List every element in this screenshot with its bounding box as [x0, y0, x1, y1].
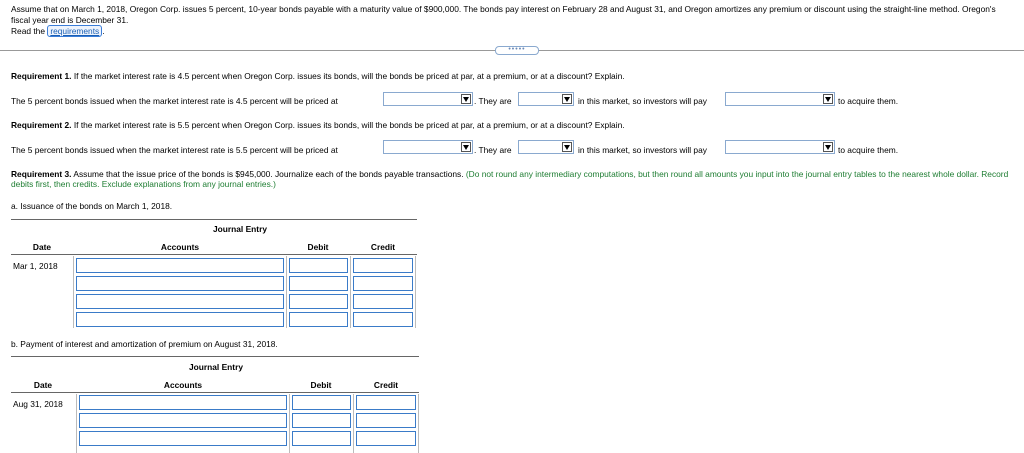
part-b-account-input[interactable]	[79, 431, 287, 446]
req1-in-market: in this market, so investors will pay	[578, 96, 707, 106]
part-b-credit-input[interactable]	[356, 431, 416, 446]
part-a-account-input[interactable]	[76, 258, 284, 273]
req3-instructions: Requirement 3. Assume that the issue price of the bonds is $945,000. Journalize each of the bonds payable transactions. (Do not round any intermediary computations, but then round all amounts you input into the journal entry tables to the nearest whole dollar. Record debits first, then credits. Exclude explanations from any journal entries.)	[11, 169, 1009, 189]
part-b-table-title: Journal Entry	[189, 362, 243, 372]
req2-to-acquire: to acquire them.	[838, 145, 899, 155]
part-a-col-date: Date	[32, 242, 52, 252]
part-b-account-input[interactable]	[79, 413, 287, 428]
chevron-down-icon	[461, 142, 471, 152]
chevron-down-icon	[562, 142, 572, 152]
req2-sentence: The 5 percent bonds issued when the market interest rate is 5.5 percent will be priced at	[11, 145, 338, 155]
part-a-credit-input[interactable]	[353, 294, 413, 309]
part-a-col-accounts: Accounts	[160, 242, 200, 252]
req1-sentence: The 5 percent bonds issued when the market interest rate is 4.5 percent will be priced at	[11, 96, 338, 106]
part-b-debit-input[interactable]	[292, 395, 351, 410]
part-a-col-credit: Credit	[370, 242, 396, 252]
part-a-account-input[interactable]	[76, 312, 284, 327]
part-a-account-input[interactable]	[76, 276, 284, 291]
part-a-credit-input[interactable]	[353, 258, 413, 273]
part-a-account-input[interactable]	[76, 294, 284, 309]
part-a-credit-input[interactable]	[353, 312, 413, 327]
part-b-col-date: Date	[33, 380, 53, 390]
req2-rate-dropdown[interactable]	[518, 140, 574, 154]
part-a-debit-input[interactable]	[289, 276, 348, 291]
part-b-debit-input[interactable]	[292, 431, 351, 446]
req2-pay-dropdown[interactable]	[725, 140, 835, 154]
req1-pay-dropdown[interactable]	[725, 92, 835, 106]
problem-intro: Assume that on March 1, 2018, Oregon Corp. issues 5 percent, 10-year bonds payable with a maturity value of $900,000. The bonds pay interest on February 28 and August 31, and Oregon amortizes any premium or discount using the straight-line method. Oregon's fiscal year end is December 31. Read the requirements .	[11, 4, 996, 36]
part-a-credit-input[interactable]	[353, 276, 413, 291]
part-b-credit-input[interactable]	[356, 413, 416, 428]
part-a-col-debit: Debit	[307, 242, 329, 252]
req1-to-acquire: to acquire them.	[838, 96, 899, 106]
part-b-label: b. Payment of interest and amortization of premium on August 31, 2018.	[11, 339, 278, 349]
req1-question: Requirement 1. If the market interest rate is 4.5 percent when Oregon Corp. issues its bonds, will the bonds be priced at par, at a premium, or at a discount? Explain.	[11, 71, 625, 81]
chevron-down-icon	[461, 94, 471, 104]
req1-price-dropdown[interactable]	[383, 92, 473, 106]
req2-they-are: . They are	[474, 145, 512, 155]
part-a-debit-input[interactable]	[289, 294, 348, 309]
req2-in-market: in this market, so investors will pay	[578, 145, 707, 155]
chevron-down-icon	[823, 94, 833, 104]
part-b-col-credit: Credit	[373, 380, 399, 390]
part-a-debit-input[interactable]	[289, 258, 348, 273]
req2-price-dropdown[interactable]	[383, 140, 473, 154]
chevron-down-icon	[562, 94, 572, 104]
req1-rate-dropdown[interactable]	[518, 92, 574, 106]
req1-they-are: . They are	[474, 96, 512, 106]
part-b-col-accounts: Accounts	[163, 380, 203, 390]
part-b-col-debit: Debit	[310, 380, 332, 390]
req2-question: Requirement 2. If the market interest rate is 5.5 percent when Oregon Corp. issues its bonds, will the bonds be priced at par, at a premium, or at a discount? Explain.	[11, 120, 625, 130]
part-a-label: a. Issuance of the bonds on March 1, 2018.	[11, 201, 173, 211]
expand-handle[interactable]: •••••	[495, 46, 539, 55]
part-b-credit-input[interactable]	[356, 395, 416, 410]
read-prefix: Read the	[11, 26, 45, 36]
chevron-down-icon	[823, 142, 833, 152]
part-b-account-input[interactable]	[79, 395, 287, 410]
part-b-date: Aug 31, 2018	[13, 399, 63, 409]
intro-text: Assume that on March 1, 2018, Oregon Corp. issues 5 percent, 10-year bonds payable with a maturity value of $900,000. The bonds pay interest on February 28 and August 31, and Oregon amortizes any premium or discount using the straight-line method. Oregon's fiscal year end is December 31.	[11, 4, 996, 25]
part-a-debit-input[interactable]	[289, 312, 348, 327]
requirements-link[interactable]: requirements	[47, 25, 102, 37]
part-a-date: Mar 1, 2018	[13, 261, 58, 271]
part-b-debit-input[interactable]	[292, 413, 351, 428]
part-a-table-title: Journal Entry	[213, 224, 267, 234]
